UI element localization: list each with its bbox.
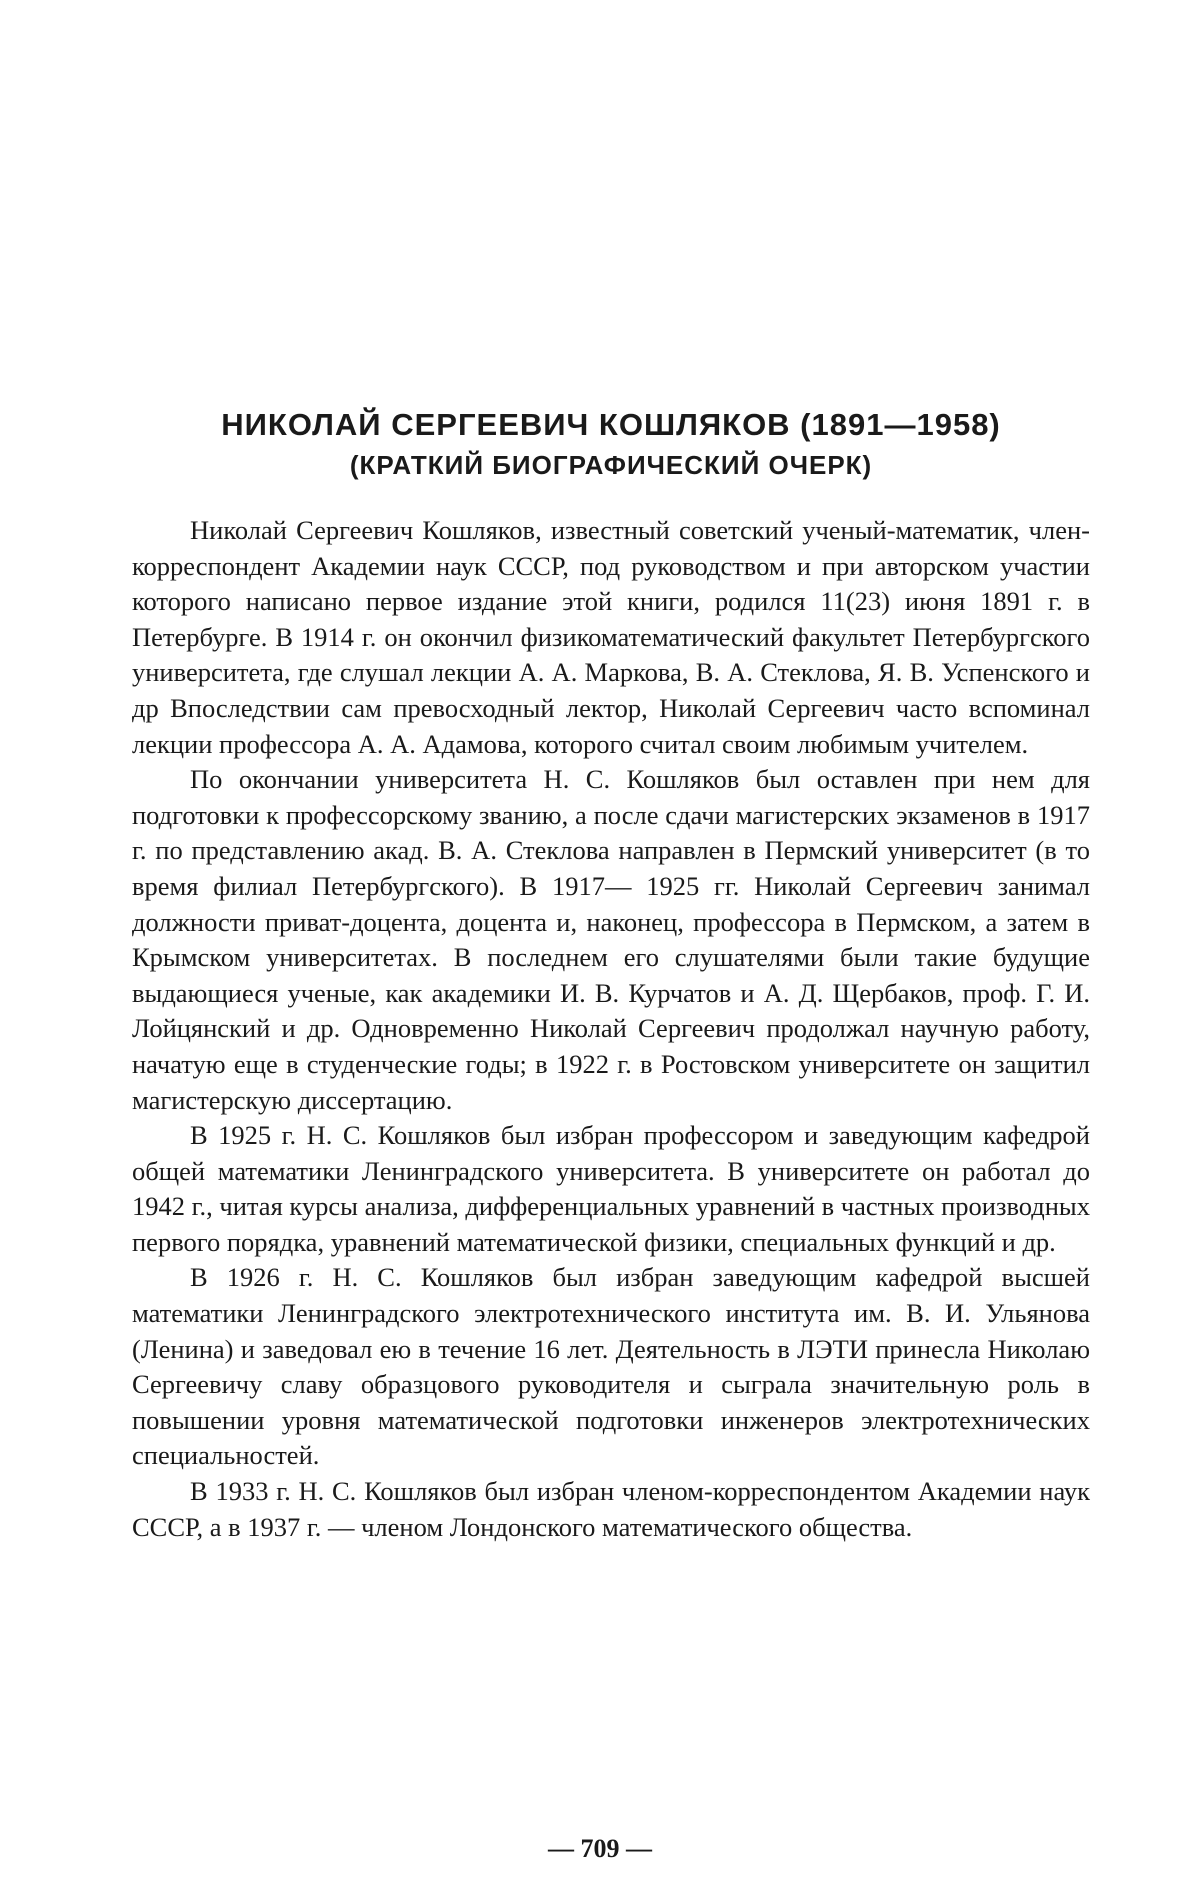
page-body: [132, 405, 1090, 1545]
article-subtitle: (КРАТКИЙ БИОГРАФИЧЕСКИЙ ОЧЕРК): [349, 450, 873, 480]
paragraph: По окончании университета Н. С. Кошляков был оставлен при нем для подготовки к профессорскому званию, а после сдачи магистерских экзаменов в 1917 г. по представлению акад. В. А. Стеклова направлен в Пермский университет (в то время филиал Петербургского). В 1917— 1925 гг. Николай Сергеевич занимал должности приват-доцента, доцента и, наконец, профессора в Пермском, а затем в Крымском университетах. В последнем его слушателями были такие будущие выдающиеся ученые, как академики И. В. Курчатов и А. Д. Щербаков, проф. Г. И. Лойцянский и др. Одновременно Николай Сергеевич продолжал научную работу, начатую еще в студенческие годы; в 1922 г. в Ростовском университете он защитил магистерскую диссертацию.: [132, 764, 1090, 1115]
paragraph: В 1925 г. Н. С. Кошляков был избран профессором и заведующим кафедрой общей математики Ленинградского университета. В университете он работал до 1942 г., читая курсы анализа, дифференциальных уравнений в частных производных первого порядка, уравнений математической физики, специальных функций и др.: [132, 1120, 1090, 1257]
page-number: — 709 —: [548, 1834, 652, 1863]
article-title: НИКОЛАЙ СЕРГЕЕВИЧ КОШЛЯКОВ (1891—1958): [221, 407, 1001, 442]
paragraph: Николай Сергеевич Кошляков, известный советский ученый-математик, член-корреспондент Академии наук СССР, под руководством и при авторском участии которого написано первое издание этой книги, родился 11(23) июня 1891 г. в Петербурге. В 1914 г. он окончил физикоматематический факультет Петербургского университета, где слушал лекции А. А. Маркова, В. А. Стеклова, Я. В. Успенского и др Впоследствии сам превосходный лектор, Николай Сергеевич часто вспоминал лекции профессора А. А. Адамова, которого считал своим любимым учителем.: [132, 515, 1090, 759]
paragraph: В 1926 г. Н. С. Кошляков был избран заведующим кафедрой высшей математики Ленинградского электротехнического института им. В. И. Ульянова (Ленина) и заведовал ею в течение 16 лет. Деятельность в ЛЭТИ принесла Николаю Сергеевичу славу образцового руководителя и сыграла значительную роль в повышении уровня математической подготовки инженеров электротехнических специальностей.: [132, 1262, 1090, 1471]
paragraph: В 1933 г. Н. С. Кошляков был избран членом-корреспондентом Академии наук СССР, а в 1937 г. — членом Лондонского математического общества.: [132, 1476, 1090, 1542]
